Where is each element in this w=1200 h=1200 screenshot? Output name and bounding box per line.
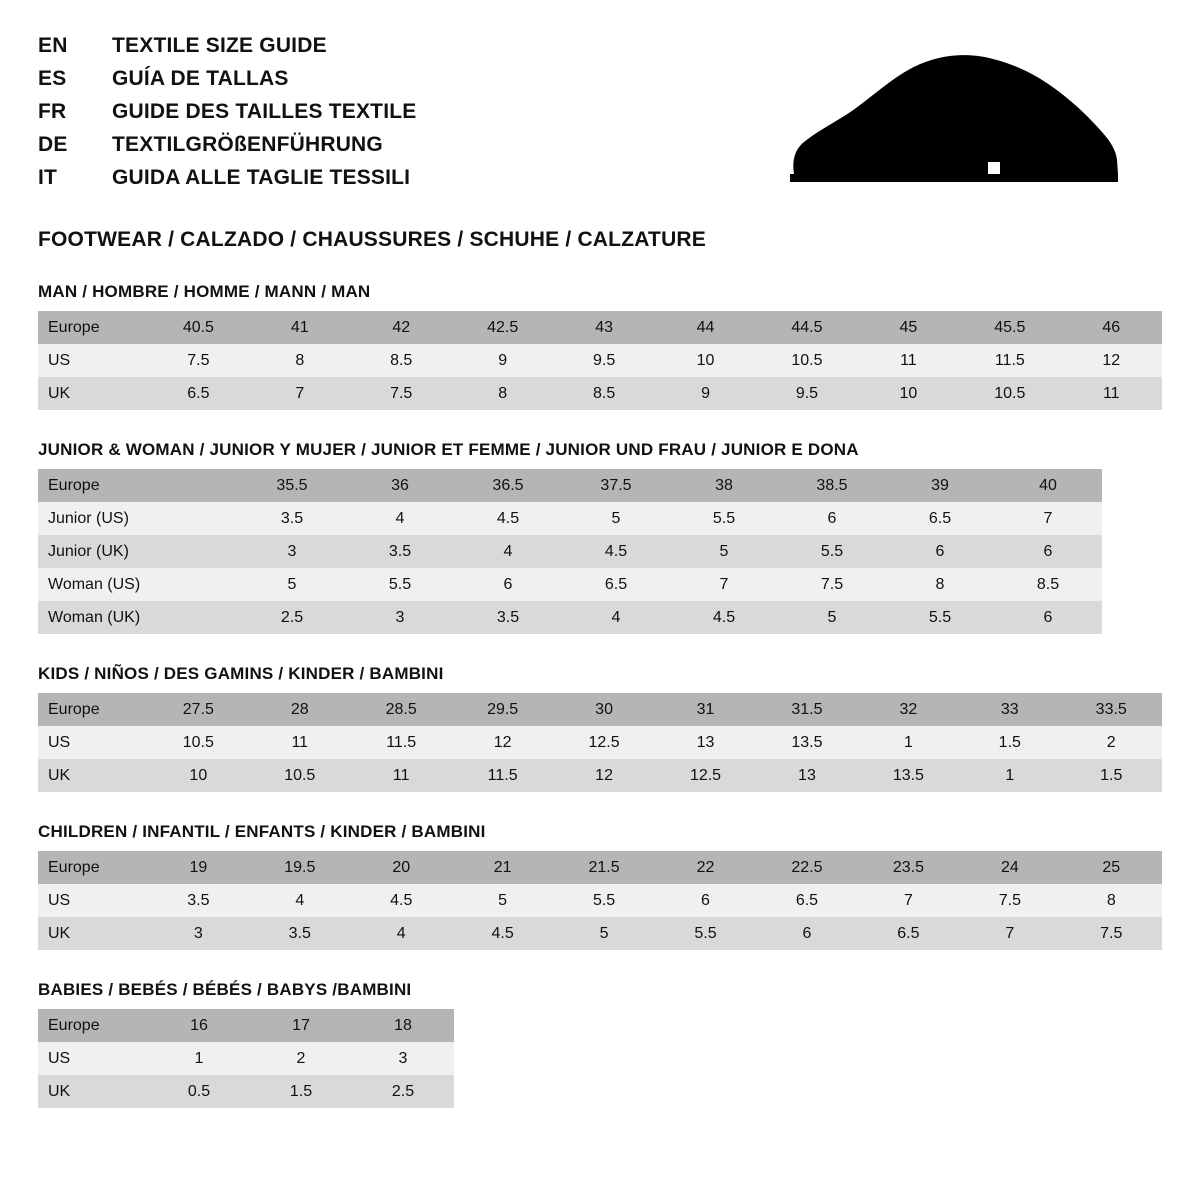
row-label: Europe	[38, 851, 148, 884]
cell: 13	[756, 759, 857, 792]
table-row	[38, 469, 1102, 502]
cell: 4	[454, 535, 562, 568]
cell: 5.5	[778, 535, 886, 568]
cell: 3.5	[346, 535, 454, 568]
table-row	[38, 377, 1162, 410]
row-label: Europe	[38, 311, 148, 344]
row-label: Europe	[38, 1009, 148, 1042]
cell: 12	[452, 726, 553, 759]
table-row	[38, 693, 1162, 726]
row-label: UK	[38, 1075, 148, 1108]
size-table-children	[38, 851, 1162, 950]
cell: 22.5	[756, 851, 857, 884]
cell: 4.5	[562, 535, 670, 568]
table-row	[38, 1042, 454, 1075]
row-label: UK	[38, 917, 148, 950]
cell: 42	[351, 311, 452, 344]
cell: 45.5	[959, 311, 1060, 344]
cell: 5	[553, 917, 654, 950]
row-label: Europe	[38, 693, 148, 726]
cell: 10.5	[249, 759, 350, 792]
cell: 45	[858, 311, 959, 344]
table-row	[38, 1009, 454, 1042]
cell: 9.5	[553, 344, 654, 377]
cell: 3.5	[148, 884, 249, 917]
cell: 8.5	[351, 344, 452, 377]
cell: 30	[553, 693, 654, 726]
cell: 12.5	[655, 759, 756, 792]
cell: 11	[858, 344, 959, 377]
cell: 3.5	[454, 601, 562, 634]
language-title-list	[38, 34, 416, 199]
cell: 1	[148, 1042, 250, 1075]
section-kids	[38, 664, 1162, 792]
cell: 7.5	[1061, 917, 1162, 950]
row-label: Europe	[38, 469, 238, 502]
cell: 4	[562, 601, 670, 634]
row-label: US	[38, 344, 148, 377]
cell: 4	[249, 884, 350, 917]
language-title: TEXTILE SIZE GUIDE	[112, 34, 327, 57]
section-babies	[38, 980, 1162, 1108]
table-row	[38, 917, 1162, 950]
cell: 4	[351, 917, 452, 950]
cell: 19	[148, 851, 249, 884]
language-row	[38, 133, 416, 157]
size-table-kids	[38, 693, 1162, 792]
cell: 25	[1061, 851, 1162, 884]
cell: 13.5	[858, 759, 959, 792]
cell: 40.5	[148, 311, 249, 344]
cell: 33	[959, 693, 1060, 726]
cell: 37.5	[562, 469, 670, 502]
cell: 9.5	[756, 377, 857, 410]
cell: 5.5	[346, 568, 454, 601]
cell: 2	[250, 1042, 352, 1075]
cell: 5.5	[670, 502, 778, 535]
cell: 6.5	[562, 568, 670, 601]
cell: 40	[994, 469, 1102, 502]
row-label: Woman (US)	[38, 568, 238, 601]
cell: 10	[858, 377, 959, 410]
cell: 44	[655, 311, 756, 344]
cell: 31	[655, 693, 756, 726]
cell: 42.5	[452, 311, 553, 344]
cell: 6.5	[886, 502, 994, 535]
cell: 12.5	[553, 726, 654, 759]
cell: 43	[553, 311, 654, 344]
cell: 31.5	[756, 693, 857, 726]
cell: 7.5	[959, 884, 1060, 917]
table-row	[38, 759, 1162, 792]
cell: 2	[1060, 726, 1162, 759]
cell: 6.5	[756, 884, 857, 917]
language-row	[38, 34, 416, 58]
cell: 5	[778, 601, 886, 634]
cell: 27.5	[148, 693, 249, 726]
table-row	[38, 1075, 454, 1108]
cell: 6	[655, 884, 756, 917]
section-title: CHILDREN / INFANTIL / ENFANTS / KINDER / BAMBINI	[38, 822, 486, 841]
cell: 8	[249, 344, 350, 377]
section-title: JUNIOR & WOMAN / JUNIOR Y MUJER / JUNIOR ET FEMME / JUNIOR UND FRAU / JUNIOR E DONA	[38, 440, 859, 459]
cell: 1.5	[250, 1075, 352, 1108]
language-title: GUIDE DES TAILLES TEXTILE	[112, 100, 417, 123]
cell: 13.5	[756, 726, 857, 759]
cell: 3.5	[238, 502, 346, 535]
cell: 8	[886, 568, 994, 601]
cell: 19.5	[249, 851, 350, 884]
cell: 11	[1061, 377, 1162, 410]
cell: 2.5	[352, 1075, 454, 1108]
language-title: TEXTILGRÖßENFÜHRUNG	[112, 133, 383, 156]
cell: 36	[346, 469, 454, 502]
cell: 7	[249, 377, 350, 410]
cell: 10.5	[148, 726, 249, 759]
cell: 17	[250, 1009, 352, 1042]
cell: 11.5	[452, 759, 553, 792]
cell: 5	[562, 502, 670, 535]
row-label: US	[38, 1042, 148, 1075]
cell: 3	[352, 1042, 454, 1075]
cell: 4	[346, 502, 454, 535]
cell: 6	[886, 535, 994, 568]
cell: 4.5	[454, 502, 562, 535]
cell: 7.5	[351, 377, 452, 410]
cell: 10	[148, 759, 249, 792]
cell: 46	[1061, 311, 1162, 344]
cell: 20	[351, 851, 452, 884]
cell: 11.5	[959, 344, 1060, 377]
cell: 3	[148, 917, 249, 950]
section-title: MAN / HOMBRE / HOMME / MANN / MAN	[38, 282, 371, 301]
language-code: ES	[38, 67, 67, 90]
cell: 9	[655, 377, 756, 410]
cell: 21.5	[553, 851, 654, 884]
cell: 6	[994, 601, 1102, 634]
cell: 2.5	[238, 601, 346, 634]
cell: 8.5	[994, 568, 1102, 601]
cell: 0.5	[148, 1075, 250, 1108]
section-man	[38, 282, 1162, 410]
cell: 5.5	[655, 917, 756, 950]
cell: 5	[238, 568, 346, 601]
table-row	[38, 502, 1102, 535]
cell: 38	[670, 469, 778, 502]
size-table-babies	[38, 1009, 454, 1108]
cell: 5	[670, 535, 778, 568]
row-label: Junior (UK)	[38, 535, 238, 568]
language-code: EN	[38, 34, 68, 57]
language-row	[38, 67, 416, 91]
cell: 6	[994, 535, 1102, 568]
cell: 13	[655, 726, 756, 759]
cell: 6	[756, 917, 857, 950]
cell: 23.5	[858, 851, 959, 884]
row-label: Woman (UK)	[38, 601, 238, 634]
cell: 35.5	[238, 469, 346, 502]
language-row	[38, 166, 416, 190]
language-title: GUIDA ALLE TAGLIE TESSILI	[112, 166, 411, 189]
cell: 5.5	[553, 884, 654, 917]
section-junior-woman	[38, 440, 1162, 634]
cell: 41	[249, 311, 350, 344]
cell: 16	[148, 1009, 250, 1042]
cell: 7	[959, 917, 1060, 950]
cell: 7	[994, 502, 1102, 535]
section-children	[38, 822, 1162, 950]
table-row	[38, 884, 1162, 917]
cell: 10.5	[959, 377, 1060, 410]
cell: 10	[655, 344, 756, 377]
table-row	[38, 535, 1102, 568]
cell: 29.5	[452, 693, 553, 726]
cell: 6.5	[858, 917, 959, 950]
language-code: DE	[38, 133, 68, 156]
row-label: US	[38, 884, 148, 917]
table-row	[38, 568, 1102, 601]
table-row	[38, 851, 1162, 884]
cell: 1.5	[1060, 759, 1162, 792]
cell: 10.5	[756, 344, 857, 377]
cell: 12	[1061, 344, 1162, 377]
cell: 5.5	[886, 601, 994, 634]
dress-shoe-icon	[762, 52, 1122, 202]
cell: 12	[553, 759, 654, 792]
table-row	[38, 344, 1162, 377]
cell: 1.5	[959, 726, 1060, 759]
cell: 1	[858, 726, 959, 759]
cell: 11	[350, 759, 451, 792]
cell: 21	[452, 851, 553, 884]
cell: 4.5	[351, 884, 452, 917]
cell: 18	[352, 1009, 454, 1042]
row-label: UK	[38, 377, 148, 410]
cell: 6.5	[148, 377, 249, 410]
cell: 11.5	[350, 726, 451, 759]
cell: 7.5	[148, 344, 249, 377]
cell: 28	[249, 693, 350, 726]
cell: 3.5	[249, 917, 350, 950]
cell: 6	[454, 568, 562, 601]
cell: 7.5	[778, 568, 886, 601]
cell: 8	[1061, 884, 1162, 917]
cell: 7	[670, 568, 778, 601]
language-code: IT	[38, 166, 58, 189]
cell: 1	[959, 759, 1060, 792]
table-row	[38, 311, 1162, 344]
language-row	[38, 100, 416, 124]
cell: 8.5	[553, 377, 654, 410]
cell: 3	[346, 601, 454, 634]
language-code: FR	[38, 100, 67, 123]
page-header	[38, 34, 1162, 202]
category-title: FOOTWEAR / CALZADO / CHAUSSURES / SCHUHE / CALZATURE	[38, 228, 707, 251]
cell: 33.5	[1060, 693, 1162, 726]
cell: 4.5	[670, 601, 778, 634]
cell: 36.5	[454, 469, 562, 502]
cell: 39	[886, 469, 994, 502]
cell: 24	[959, 851, 1060, 884]
cell: 4.5	[452, 917, 553, 950]
cell: 5	[452, 884, 553, 917]
cell: 28.5	[350, 693, 451, 726]
cell: 32	[858, 693, 959, 726]
cell: 3	[238, 535, 346, 568]
section-title: KIDS / NIÑOS / DES GAMINS / KINDER / BAMBINI	[38, 664, 444, 683]
cell: 22	[655, 851, 756, 884]
row-label: UK	[38, 759, 148, 792]
cell: 6	[778, 502, 886, 535]
language-title: GUÍA DE TALLAS	[112, 67, 289, 90]
size-table-junior-woman	[38, 469, 1102, 634]
cell: 11	[249, 726, 350, 759]
row-label: Junior (US)	[38, 502, 238, 535]
table-row	[38, 726, 1162, 759]
section-title: BABIES / BEBÉS / BÉBÉS / BABYS /BAMBINI	[38, 980, 412, 999]
cell: 9	[452, 344, 553, 377]
cell: 8	[452, 377, 553, 410]
cell: 44.5	[756, 311, 857, 344]
cell: 38.5	[778, 469, 886, 502]
row-label: US	[38, 726, 148, 759]
table-row	[38, 601, 1102, 634]
size-table-man	[38, 311, 1162, 410]
cell: 7	[858, 884, 959, 917]
